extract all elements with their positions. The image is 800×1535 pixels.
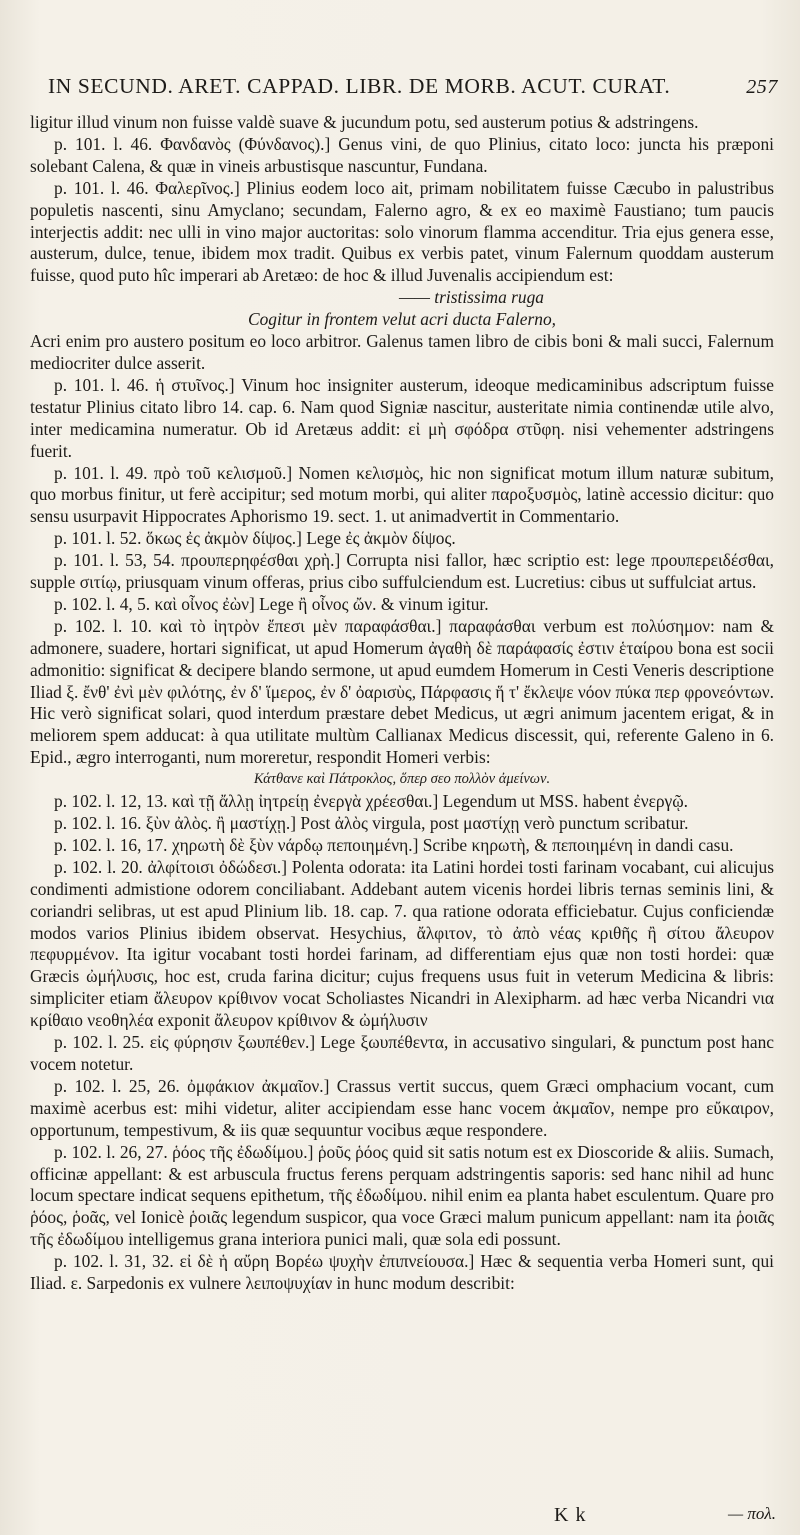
verse-line: Cogitur in frontem velut acri ducta Falerno, — [247, 309, 556, 330]
annotation-paragraph: p. 101. l. 46. Φαλερῖνος.] Plinius eodem loco ait, primam nobilitatem fuisse Cæcubo in palustribus populetis nascenti, sinu Amyclano; secundam, Falerno agro, & ex eo maximè Faustiano; tum paucis interjectis addit: nec ulli in vino major auctoritas: solo vinorum flamma accenditur. Tria ejus genera esse, austerum, dulce, tenue, ibidem mox tradit. Quibus ex verbis patet, vinum Falernum quoddam austerum fuisse, quod puto hîc imperari ab Aretæo: de hoc & illud Juvenalis accipiendum est: — [30, 177, 774, 286]
annotation-paragraph: ligitur illud vinum non fuisse valdè suave & jucundum potu, sed austerum potius & adstringens. — [30, 112, 699, 132]
annotation-paragraph: p. 101. l. 52. ὅκως ἐς ἀκμὸν δίψος.] Lege ἐς ἀκμὸν δίψος. — [54, 528, 456, 549]
annotation-paragraph: p. 101. l. 46. Φανδανὸς (Φύνδανος).] Genus vini, de quo Plinius, citato loco: juncta his præponi solebant Calena, & quæ in vineis arbustisque nascuntur, Fundana. — [30, 133, 774, 176]
signature-mark: K k — [554, 1504, 587, 1526]
annotation-paragraph: p. 101. l. 49. πρὸ τοῦ κελισμοῦ.] Nomen κελισμὸς, hic non significat motum illum naturæ subitum, quo morbus finitur, ut ferè accipitur; sed motum morbi, qui aliter παροξυσμὸς, latinè accessio dicitur: quo sensu usurpavit Hippocrates Aphorismo 19. sect. 1. ut animadvertit in Commentario. — [30, 462, 774, 527]
verse-line: —— tristissima ruga — [399, 287, 544, 308]
annotation-paragraph: p. 102. l. 20. ἀλφίτοισι ὀδώδεσι.] Polenta odorata: ita Latini hordei tosti farinam vocabant, cui alicujus condimenti admistione odorem conciliabant. Addebant autem vicenis hordei libris ternas seminis lini, & coriandri selibras, ut est apud Plinium lib. 18. cap. 7. qua ratione odorata efficiebatur. Cujus conficiendæ modos varios Plinius ibidem observat. Hesychius, ἄλφιτον, τὸ ἀπὸ νέας κριθῆς ἢ σίτου ἄλευρον πεφυρμένον. Ita igitur vocabant tosti hordei farinam, ad differentiam ejus quæ non tosti hordei: quæ Græcis ὠμήλυσις, hoc est, cruda farina dicitur; cujus frequens usus fuit in veterum Medicina & libris: simpliciter etiam ἄλευρον κρίθινον vocat Scholiastes Nicandri in Alexipharm. ad hæc verba Nicandri νια κρίθαιο νεοθηλέα exponit ἄλευρον κρίθινον & ὠμήλυσιν — [30, 856, 774, 1031]
running-head — [48, 74, 778, 99]
annotation-paragraph: p. 102. l. 16, 17. χηρωτὴ δὲ ξὺν νάρδῳ πεποιημένη.] Scribe κηρωτὴ, & πεποιημένη in dandi casu. — [54, 834, 734, 855]
annotation-paragraph: p. 102. l. 25, 26. ὀμφάκιον ἀκμαῖον.] Crassus vertit succus, quem Græci omphacium vocant, cum maximè acerbus est: mihi videtur, aliter accipiendam esse hanc vocem ἀκμαῖον, nempe pro εὔκαιρον, opportunum, tempestivum, & iis quæ sequuntur vocibus æque respondere. — [30, 1075, 774, 1140]
annotation-paragraph: Acri enim pro austero positum eo loco arbitror. Galenus tamen libro de cibis boni & mali succi, Falernum mediocriter dulce asserit. — [30, 331, 774, 373]
annotation-paragraph: p. 102. l. 12, 13. καὶ τῇ ἄλλῃ ἰητρείῃ ἐνεργὰ χρέεσθαι.] Legendum ut MSS. habent ἐνεργῷ. — [54, 791, 689, 812]
annotation-paragraph: p. 102. l. 31, 32. εἰ δὲ ἡ αὔρη Βορέω ψυχὴν ἐπιπνείουσα.] Hæc & sequentia verba Homeri sunt, qui Iliad. ε. Sarpedonis ex vulnere λειποψυχίαν in hunc modum describit: — [30, 1251, 774, 1294]
annotation-paragraph: p. 102. l. 25. εἰς φύρησιν ξωυπέθεν.] Lege ξωυπέθεντα, in accusativo singulari, & punctum post hanc vocem notetur. — [30, 1032, 774, 1074]
greek-quote-line: Κάτθανε καὶ Πάτροκλος, ὅπερ σεο πολλὸν ἀμείνων. — [253, 771, 551, 788]
annotation-paragraph: p. 102. l. 26, 27. ῥόος τῆς ἐδωδίμου.] ῥοῦς ῥόος quid sit satis notum est ex Dioscoride & aliis. Sumach, officinæ appellant: & est arbuscula fructus ferens perquam adstringentis saporis: sed hanc nihil ad hunc locum spectare indicat sequens epithetum, τῆς ἐδωδίμου. nihil enim ea planta habet esculentum. Quare pro ῥόος, ῥοᾶς, vel Ionicè ῥοιᾶς legendum suspicor, qua voce Græci malum punicum appellant: nam ita ῥοιᾶς τῆς ἐδωδίμου intelligemus grana interiora punici mali, quæ sola edi possunt. — [30, 1141, 774, 1250]
running-head-title: IN SECUND. ARET. CAPPAD. LIBR. DE MORB. ACUT. CURAT. — [48, 74, 671, 98]
page-number: 257 — [746, 76, 778, 98]
annotation-paragraph: p. 102. l. 16. ξὺν ἀλὸς. ἢ μαστίχῃ.] Post ἀλὸς virgula, post μαστίχῃ verò punctum scribatur. — [54, 813, 689, 833]
body-text — [30, 112, 774, 1295]
catchword: — πολ. — [728, 1504, 776, 1523]
annotation-paragraph: p. 102. l. 4, 5. καὶ οἶνος ἐὼν] Lege ἢ οἶνος ὤν. & vinum igitur. — [54, 593, 489, 614]
annotation-paragraph: p. 102. l. 10. καὶ τὸ ἰητρὸν ἔπεσι μὲν παραφάσθαι.] παραφάσθαι verbum est πολύσημον: nam & admonere, suadere, hortari significat, ut apud Homerum ἀγαθὴ δὲ παράφασίς ἐστιν ἑταίρου bona est socii admonitio: significat & decipere blando sermone, ut apud eumdem Homerum in Cesti Veneris descriptione Iliad ξ. ἔνθ' ἐνὶ μὲν φιλότης, ἐν δ' ἵμερος, ἐν δ' ὀαρισὺς, Πάρφασις ἥ τ' ἔκλεψε νόον πύκα περ φρονεόντων. Hic verò significat solari, quod interdum præstare debet Medicus, ut ægri animum jacentem erigat, & in meliorem spem adducat: à qua utilitate multùm Callianax Medicus discessit, qui, referente Galeno in 6. Epid., ægro interroganti, num moreretur, respondit Homeri verbis: — [30, 615, 774, 768]
annotation-paragraph: p. 101. l. 53, 54. προυπερηφέσθαι χρὴ.] Corrupta nisi fallor, hæc scriptio est: lege προυπερειδέσθαι, supple σιτίῳ, priusquam vinum offeras, prius cibo suffulciendum est. Lucretius: cibus ut suffulciat artus. — [30, 550, 774, 593]
annotation-paragraph: p. 101. l. 46. ἡ στυῖνος.] Vinum hoc insigniter austerum, ideoque medicaminibus adscriptum fuisse testatur Plinius citato libro 14. cap. 6. Nam quod Signiæ nascitur, austeritate nimia continendæ utile alvo, inter medicamina numeratur. Ob id Aretæus addit: εἰ μὴ σφόδρα στῦφη. nisi vehementer adstringens fuerit. — [30, 374, 774, 461]
